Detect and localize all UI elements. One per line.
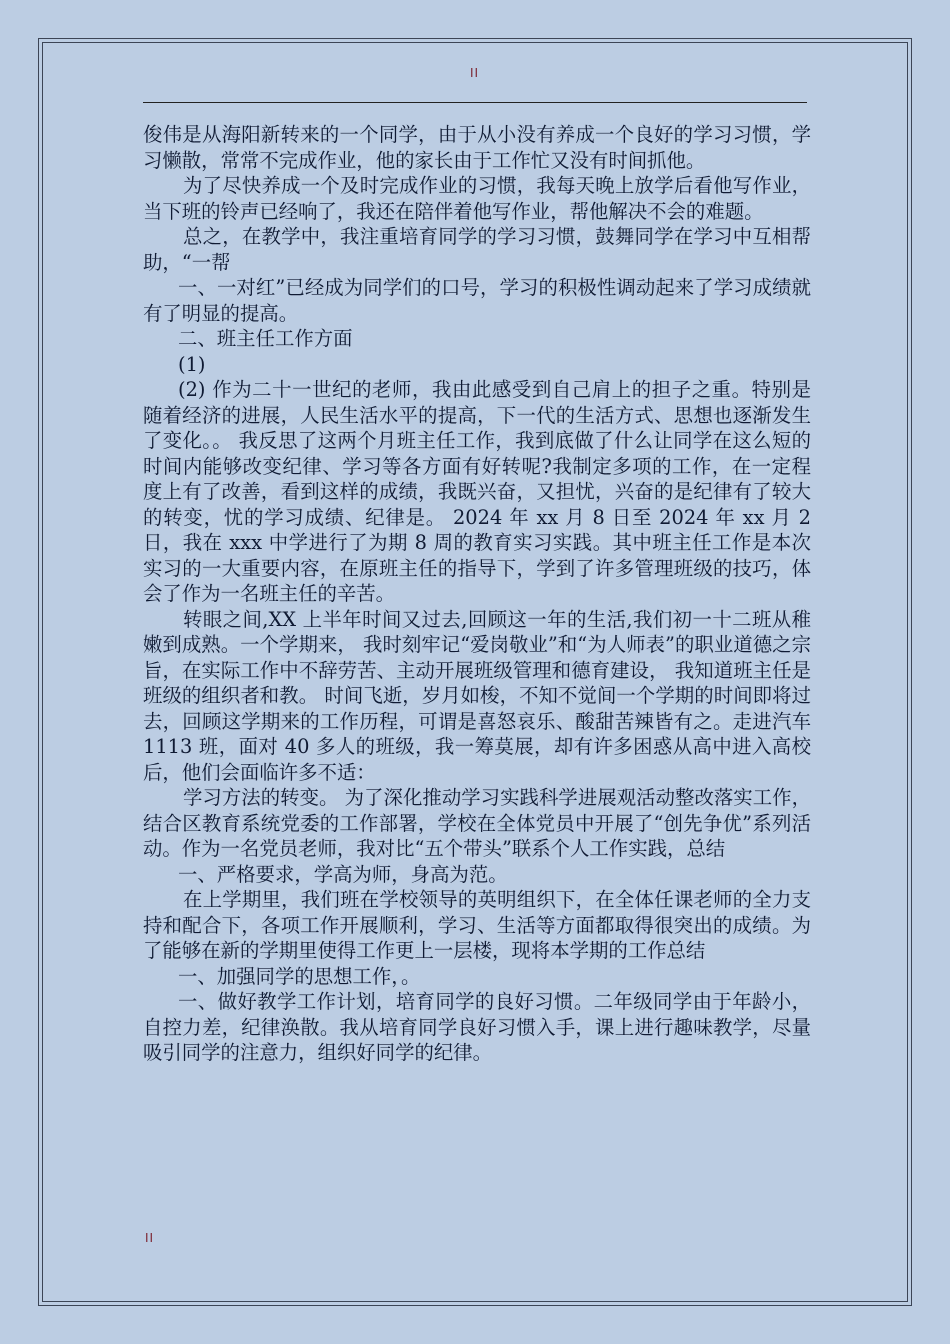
header-mark: II [470,66,480,80]
document-body [143,122,811,1066]
paragraph: (2) 作为二十一世纪的老师，我由此感受到自己肩上的担子之重。特别是随着经济的进展，人民生活水平的提高，下一代的生活方式、思想也逐渐发生了变化。。 我反思了这两个月班主任工作，我到底做了什么让同学在这么短的时间内能够改变纪律、学习等各方面有好转呢?我制定多项的工作，在一定程度上有了改善，看到这样的成绩，我既兴奋，又担忧，兴奋的是纪律有了较大的转变，忧的学习成绩、纪律是。 2024 年 xx 月 8 日至 2024 年 xx 月 2 日，我在 xxx 中学进行了为期 8 周的教育实习实践。其中班主任工作是本次实习的一大重要内容，在原班主任的指导下，学到了许多管理班级的技巧，体会了作为一名班主任的辛苦。 [143,378,811,605]
section-heading: 二、班主任工作方面 [178,327,353,350]
paragraph: 学习方法的转变。 为了深化推动学习实践科学进展观活动整改落实工作，结合区教育系统党委的工作部署，学校在全体党员中开展了“创先争优”系列活动。作为一名党员老师，我对比“五个带头”联系个人工作实践，总结 [143,786,811,860]
section-heading: 一、加强同学的思想工作，。 [178,964,421,988]
paragraph: 转眼之间,XX 上半年时间又过去,回顾这一年的生活,我们初一十二班从稚嫩到成熟。一个学期来， 我时刻牢记“爱岗敬业”和“为人师表”的职业道德之宗旨，在实际工作中不辞劳苦、主动开展班级管理和德育建设， 我知道班主任是班级的组织者和教。 时间飞逝，岁月如梭，不知不觉间一个学期的时间即将过去，回顾这学期来的工作历程，可谓是喜怒哀乐、酸甜苦辣皆有之。走进汽车 1113 班，面对 40 多人的班级，我一筹莫展，却有许多困惑从高中进入高校后，他们会面临许多不适： [143,607,811,784]
paragraph: 一、做好教学工作计划，培育同学的良好习惯。二年级同学由于年龄小，自控力差，纪律涣散。我从培育同学良好习惯入手，课上进行趣味教学，尽量吸引同学的注意力，组织好同学的纪律。 [143,990,811,1064]
section-heading: 一、严格要求，学高为师，身高为范。 [178,862,508,886]
paragraph: 为了尽快养成一个及时完成作业的习惯，我每天晚上放学后看他写作业，当下班的铃声已经响了，我还在陪伴着他写作业，帮他解决不会的难题。 [143,174,811,223]
header-rule [143,102,807,103]
paragraph: 在上学期里，我们班在学校领导的英明组织下，在全体任课老师的全力支持和配合下，各项工作开展顺利，学习、生活等方面都取得很突出的成绩。为了能够在新的学期里使得工作更上一层楼，现将本学期的工作总结 [143,888,811,962]
list-marker: (1) [178,352,206,376]
paragraph: 总之，在教学中，我注重培育同学的学习习惯，鼓舞同学在学习中互相帮助，“一帮 [143,225,811,274]
footer-mark: II [145,1231,155,1245]
paragraph: 一、一对红”已经成为同学们的口号，学习的积极性调动起来了学习成绩就有了明显的提高。 [143,276,811,325]
paragraph: 俊伟是从海阳新转来的一个同学，由于从小没有养成一个良好的学习习惯，学习懒散，常常不完成作业，他的家长由于工作忙又没有时间抓他。 [143,123,811,172]
